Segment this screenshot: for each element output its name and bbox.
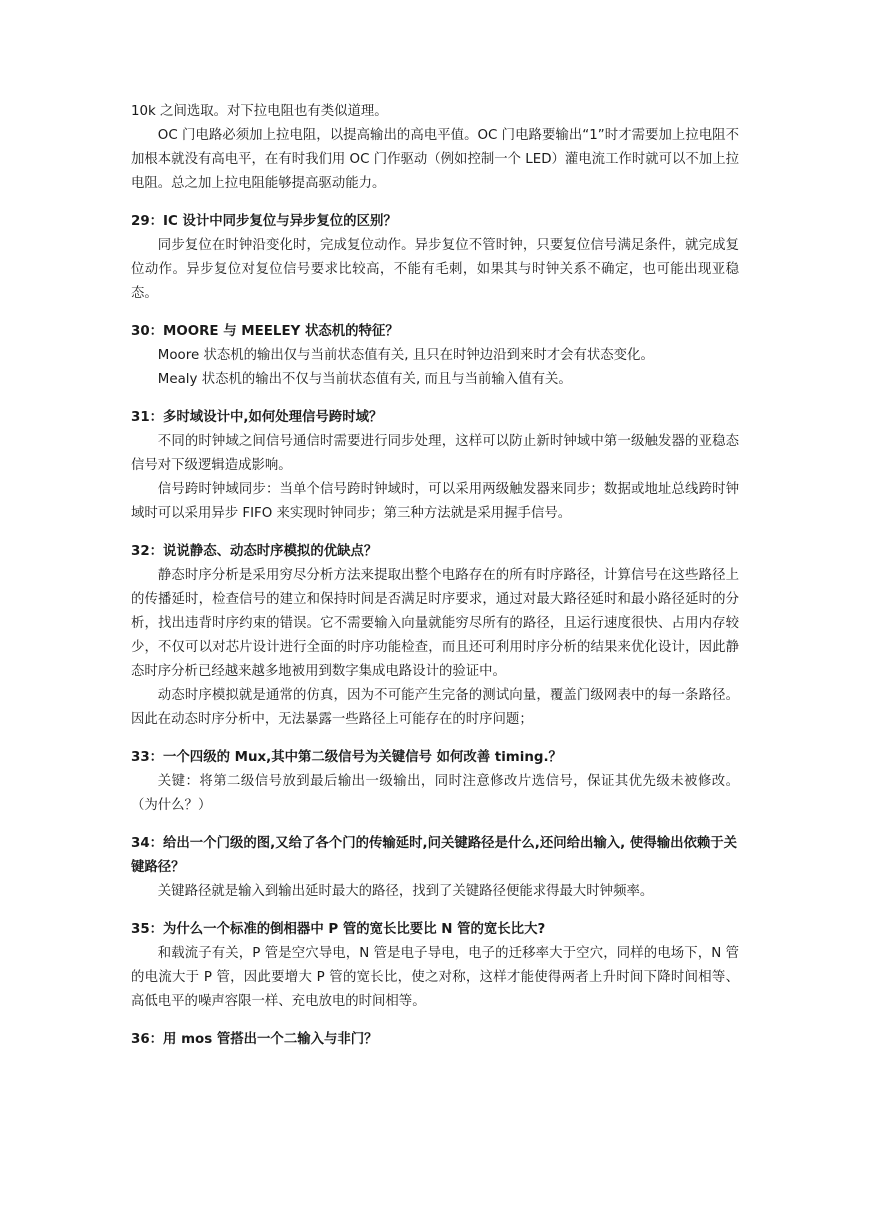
section-35 [131,918,739,1014]
document-page [131,100,739,1052]
paragraph: 和载流子有关，P 管是空穴导电，N 管是电子导电，电子的迁移率大于空穴，同样的电场下，N 管的电流大于 P 管，因此要增大 P 管的宽长比，使之对称，这样才能使得两者上升时间下降时间相等、高低电平的噪声容限一样、充电放电的时间相等。 [131,946,739,1009]
paragraph: 关键路径就是输入到输出延时最大的路径，找到了关键路径便能求得最大时钟频率。 [157,884,654,899]
question-heading: 31：多时域设计中,如何处理信号跨时域？ [131,410,383,425]
section-31 [131,406,739,526]
paragraph: 信号跨时钟域同步：当单个信号跨时钟域时，可以采用两级触发器来同步；数据或地址总线跨时钟域时可以采用异步 FIFO 来实现时钟同步；第三种方法就是采用握手信号。 [131,482,739,521]
paragraph: OC 门电路必须加上拉电阻，以提高输出的高电平值。OC 门电路要输出“1”时才需要加上拉电阻不加根本就没有高电平，在有时我们用 OC 门作驱动（例如控制一个 LED）灌电流工作时就可以不加上拉电阻。总之加上拉电阻能够提高驱动能力。 [131,128,739,191]
paragraph: 不同的时钟域之间信号通信时需要进行同步处理，这样可以防止新时钟域中第一级触发器的亚稳态信号对下级逻辑造成影响。 [131,434,739,473]
paragraph: 静态时序分析是采用穷尽分析方法来提取出整个电路存在的所有时序路径，计算信号在这些路径上的传播延时，检查信号的建立和保持时间是否满足时序要求，通过对最大路径延时和最小路径延时的分析，找出违背时序约束的错误。它不需要输入向量就能穷尽所有的路径，且运行速度很快、占用内存较少，不仅可以对芯片设计进行全面的时序功能检查，而且还可利用时序分析的结果来优化设计，因此静态时序分析已经越来越多地被用到数字集成电路设计的验证中。 [131,568,739,679]
intro-section [131,100,739,196]
paragraph: Moore 状态机的输出仅与当前状态值有关, 且只在时钟边沿到来时才会有状态变化。 [157,348,654,363]
paragraph: Mealy 状态机的输出不仅与当前状态值有关, 而且与当前输入值有关。 [157,372,572,387]
section-34 [131,832,739,904]
question-heading: 33：一个四级的 Mux,其中第二级信号为关键信号 如何改善 timing.？ [131,750,562,765]
section-33 [131,746,739,818]
paragraph: 动态时序模拟就是通常的仿真，因为不可能产生完备的测试向量，覆盖门级网表中的每一条路径。因此在动态时序分析中，无法暴露一些路径上可能存在的时序问题； [131,688,739,727]
section-36 [131,1028,739,1052]
question-heading: 34：给出一个门级的图,又给了各个门的传输延时,问关键路径是什么,还问给出输入, 使得输出依赖于关键路径？ [131,836,738,875]
section-32 [131,540,739,732]
question-heading: 36：用 mos 管搭出一个二输入与非门？ [131,1032,378,1047]
question-heading: 32：说说静态、动态时序模拟的优缺点？ [131,544,378,559]
paragraph: 关键：将第二级信号放到最后输出一级输出，同时注意修改片选信号，保证其优先级未被修改。（为什么？） [131,774,739,813]
section-30 [131,320,739,392]
paragraph: 10k 之间选取。对下拉电阻也有类似道理。 [131,104,388,119]
question-heading: 29：IC 设计中同步复位与异步复位的区别？ [131,214,397,229]
section-29 [131,210,739,306]
question-heading: 35：为什么一个标准的倒相器中 P 管的宽长比要比 N 管的宽长比大? [131,922,546,937]
paragraph: 同步复位在时钟沿变化时，完成复位动作。异步复位不管时钟，只要复位信号满足条件，就完成复位动作。异步复位对复位信号要求比较高，不能有毛刺，如果其与时钟关系不确定，也可能出现亚稳态。 [131,238,739,301]
question-heading: 30：MOORE 与 MEELEY 状态机的特征？ [131,324,399,339]
